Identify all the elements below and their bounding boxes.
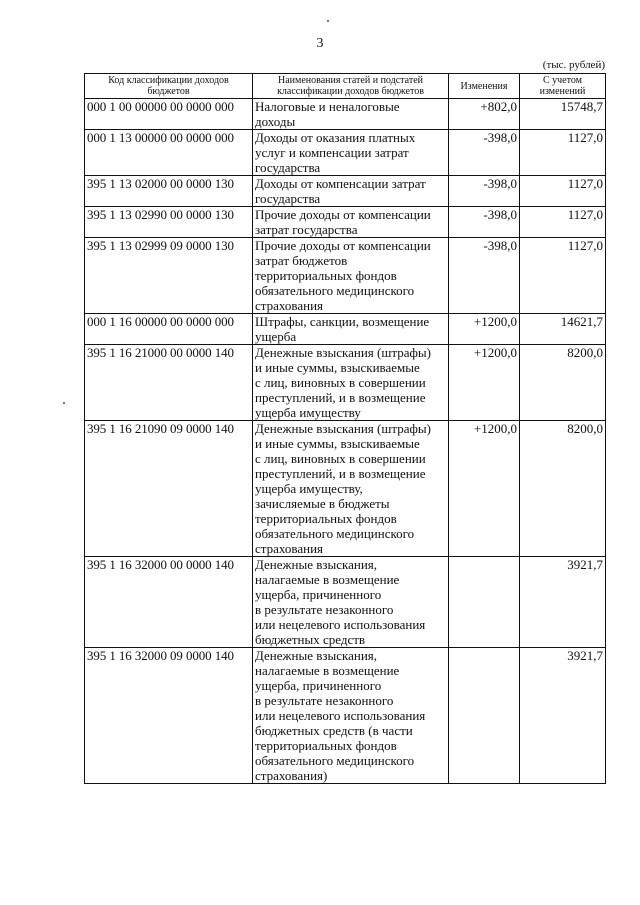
- units-label: (тыс. рублей): [542, 59, 605, 71]
- cell-name: Денежные взыскания, налагаемые в возмещение ущерба, причиненного в результате незаконного или нецелевого использования бюджетных средств: [253, 557, 449, 648]
- page-number: 3: [316, 36, 324, 51]
- cell-name: Доходы от компенсации затрат государства: [253, 176, 449, 207]
- cell-total: 15748,7: [520, 99, 606, 130]
- cell-code: 395 1 16 32000 00 0000 140: [85, 557, 253, 648]
- cell-total: 1127,0: [520, 130, 606, 176]
- table-header-row: [85, 74, 606, 99]
- cell-change: [449, 648, 520, 784]
- cell-change: +1200,0: [449, 345, 520, 421]
- cell-total: 1127,0: [520, 238, 606, 314]
- cell-total: 3921,7: [520, 557, 606, 648]
- cell-total: 8200,0: [520, 345, 606, 421]
- cell-change: -398,0: [449, 207, 520, 238]
- table-row: [85, 207, 606, 238]
- header-change: Изменения: [449, 74, 520, 99]
- cell-code: 000 1 16 00000 00 0000 000: [85, 314, 253, 345]
- table-row: [85, 314, 606, 345]
- cell-name: Налоговые и неналоговые доходы: [253, 99, 449, 130]
- table-row: [85, 345, 606, 421]
- cell-code: 395 1 16 21090 09 0000 140: [85, 421, 253, 557]
- cell-change: +1200,0: [449, 314, 520, 345]
- header-code: Код классификации доходов бюджетов: [85, 74, 253, 99]
- cell-change: +802,0: [449, 99, 520, 130]
- table-row: [85, 99, 606, 130]
- cell-name: Прочие доходы от компенсации затрат государства: [253, 207, 449, 238]
- scan-speck: [327, 20, 329, 22]
- cell-name: Доходы от оказания платных услуг и компенсации затрат государства: [253, 130, 449, 176]
- cell-code: 395 1 16 32000 09 0000 140: [85, 648, 253, 784]
- header-total: С учетом изменений: [520, 74, 606, 99]
- cell-change: -398,0: [449, 130, 520, 176]
- cell-total: 1127,0: [520, 207, 606, 238]
- cell-name: Прочие доходы от компенсации затрат бюджетов территориальных фондов обязательного медицинского страхования: [253, 238, 449, 314]
- cell-change: [449, 557, 520, 648]
- cell-name: Штрафы, санкции, возмещение ущерба: [253, 314, 449, 345]
- cell-change: -398,0: [449, 238, 520, 314]
- cell-name: Денежные взыскания (штрафы) и иные суммы, взыскиваемые с лиц, виновных в совершении преступлений, и в возмещение ущерба имуществу: [253, 345, 449, 421]
- table-row: [85, 238, 606, 314]
- cell-code: 395 1 13 02990 00 0000 130: [85, 207, 253, 238]
- table-row: [85, 648, 606, 784]
- table-row: [85, 421, 606, 557]
- cell-total: 8200,0: [520, 421, 606, 557]
- cell-name: Денежные взыскания (штрафы) и иные суммы, взыскиваемые с лиц, виновных в совершении преступлений, и в возмещение ущерба имуществу, зачисляемые в бюджеты территориальных фондов обязательного медицинского страхования: [253, 421, 449, 557]
- table-row: [85, 130, 606, 176]
- table-row: [85, 176, 606, 207]
- cell-code: 000 1 13 00000 00 0000 000: [85, 130, 253, 176]
- cell-total: 1127,0: [520, 176, 606, 207]
- cell-code: 000 1 00 00000 00 0000 000: [85, 99, 253, 130]
- cell-code: 395 1 13 02000 00 0000 130: [85, 176, 253, 207]
- table-row: [85, 557, 606, 648]
- header-name: Наименования статей и подстатей классификации доходов бюджетов: [253, 74, 449, 99]
- cell-total: 3921,7: [520, 648, 606, 784]
- cell-change: -398,0: [449, 176, 520, 207]
- scan-speck: [63, 402, 65, 404]
- budget-revenue-table: [84, 73, 606, 784]
- cell-name: Денежные взыскания, налагаемые в возмещение ущерба, причиненного в результате незаконного или нецелевого использования бюджетных средств (в части территориальных фондов обязательного медицинского страхования): [253, 648, 449, 784]
- cell-code: 395 1 13 02999 09 0000 130: [85, 238, 253, 314]
- cell-change: +1200,0: [449, 421, 520, 557]
- cell-code: 395 1 16 21000 00 0000 140: [85, 345, 253, 421]
- cell-total: 14621,7: [520, 314, 606, 345]
